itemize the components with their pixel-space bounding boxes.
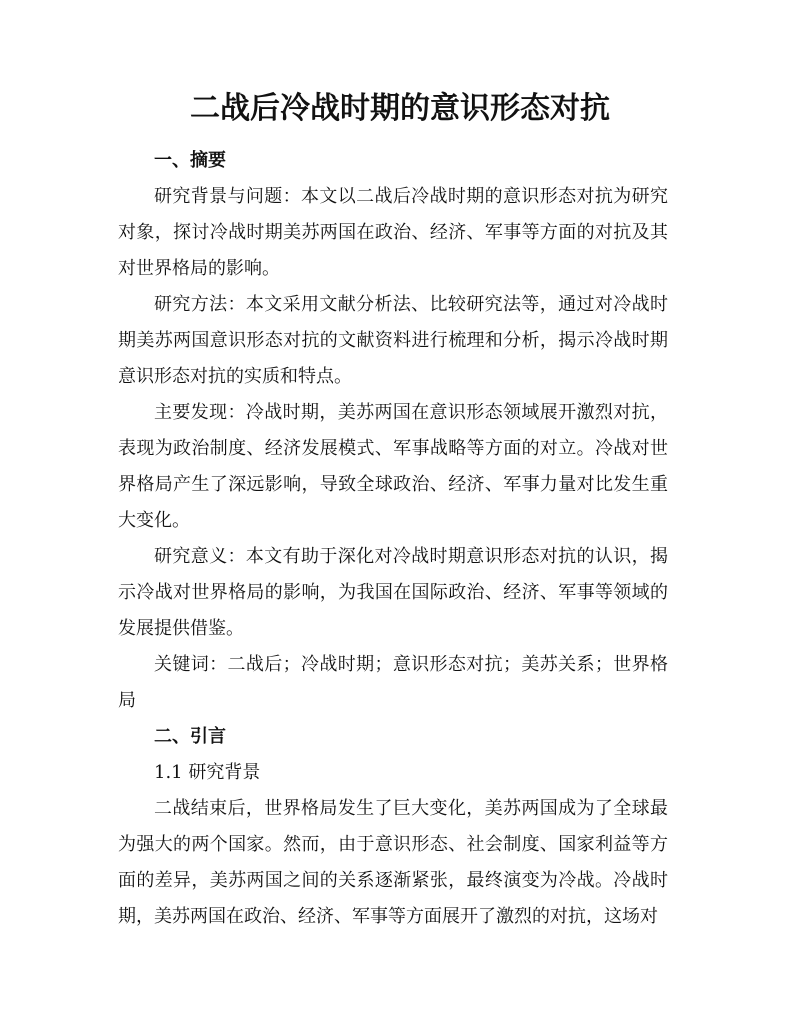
research-background-subheading: 1.1 研究背景 <box>154 762 261 783</box>
abstract-significance-paragraph: 研究意义：本文有助于深化对冷战时期意识形态对抗的认识，揭示冷战对世界格局的影响，为我国在国际政治、经济、军事等领域的发展提供借鉴。 <box>118 546 668 639</box>
abstract-findings-paragraph: 主要发现：冷战时期，美苏两国在意识形态领域展开激烈对抗，表现为政治制度、经济发展模式、军事战略等方面的对立。冷战对世界格局产生了深远影响，导致全球政治、经济、军事力量对比发生重大变化。 <box>118 402 668 531</box>
abstract-method-paragraph: 研究方法：本文采用文献分析法、比较研究法等，通过对冷战时期美苏两国意识形态对抗的文献资料进行梳理和分析，揭示冷战时期意识形态对抗的实质和特点。 <box>118 294 668 387</box>
abstract-background-paragraph: 研究背景与问题：本文以二战后冷战时期的意识形态对抗为研究对象，探讨冷战时期美苏两国在政治、经济、军事等方面的对抗及其对世界格局的影响。 <box>118 186 668 279</box>
document-body <box>118 143 668 935</box>
document-title: 二战后冷战时期的意识形态对抗 <box>190 91 610 126</box>
introduction-paragraph: 二战结束后，世界格局发生了巨大变化，美苏两国成为了全球最为强大的两个国家。然而，由于意识形态、社会制度、国家利益等方面的差异，美苏两国之间的关系逐渐紧张，最终演变为冷战。冷战时期，美苏两国在政治、经济、军事等方面展开了激烈的对抗，这场对 <box>118 798 668 927</box>
introduction-heading: 二、引言 <box>154 726 226 747</box>
keywords-paragraph: 关键词：二战后；冷战时期；意识形态对抗；美苏关系；世界格局 <box>118 654 668 711</box>
abstract-heading: 一、摘要 <box>154 150 226 171</box>
